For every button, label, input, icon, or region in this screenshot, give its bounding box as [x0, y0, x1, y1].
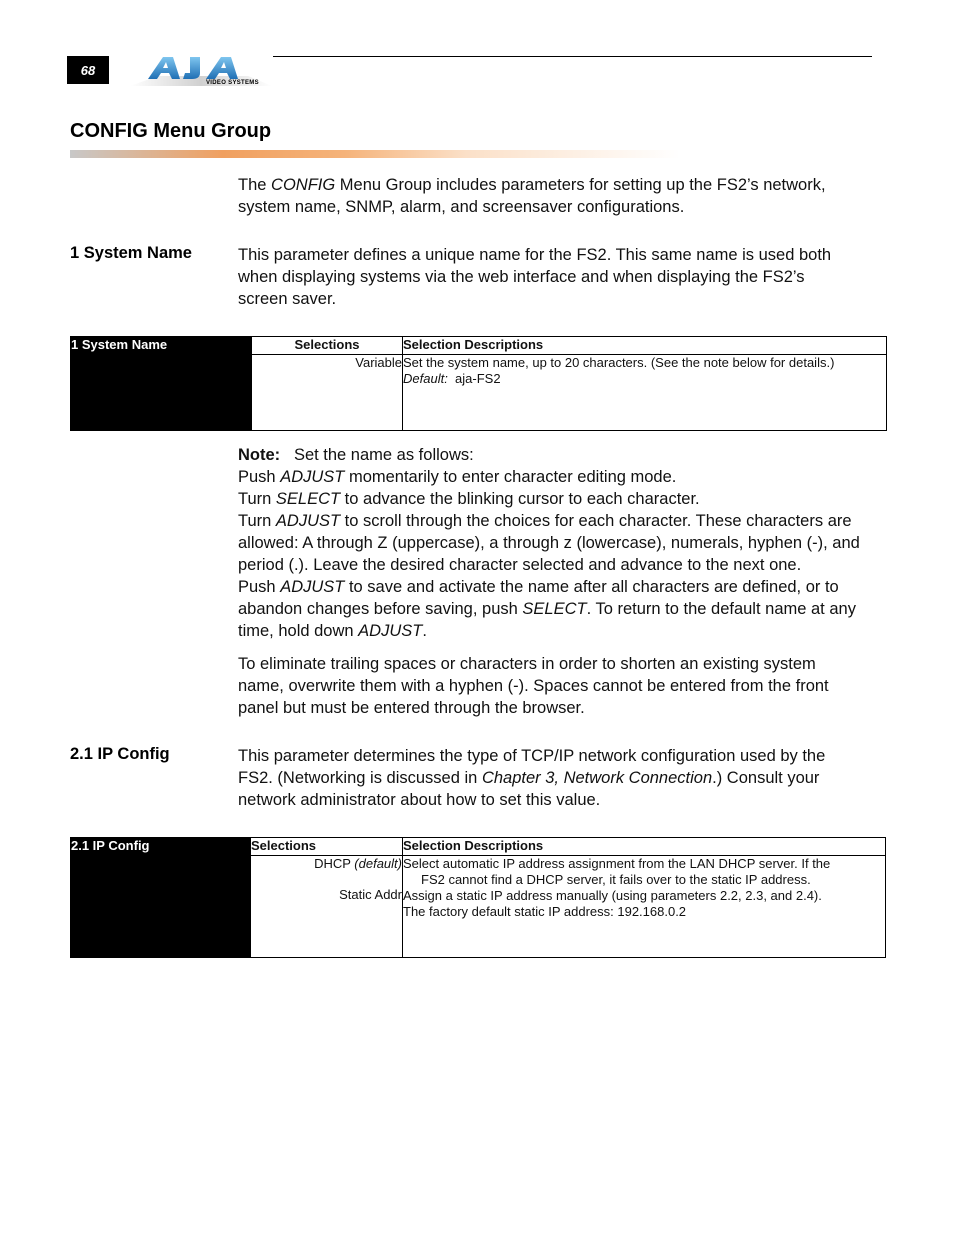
system-name-table-label: 1 System Name [71, 337, 252, 431]
system-name-description: This parameter defines a unique name for the FS2. This same name is used both when displaying systems via the web interface and when displaying the FS2’s screen saver. [238, 246, 832, 308]
selection-description: Set the system name, up to 20 characters. (See the note below for details.) Default: aja-FS2 [403, 355, 887, 431]
ip-selection-descriptions: Select automatic IP address assignment from the LAN DHCP server. If the FS2 cannot find a DHCP server, it fails over to the static IP address. Assign a static IP address manually (using parameters 2.2, 2.3, and 2.4). The factory default static IP address: 192.168.0.2 [403, 856, 886, 958]
page-number: 68 [67, 56, 109, 84]
note-block: Note: Set the name as follows: Push ADJUST momentarily to enter character editing mode. Turn SELECT to advance the blinking cursor to each character. Turn ADJUST to scroll through the choices for each character. These characters are allowed: A through Z (uppercase), a through z (lowercase), numerals, hyphen (-), and period (.). Leave the desired character selected and advance to the next one. Push ADJUST to save and activate the name after all characters are defined, or to abandon changes before saving, push SELECT. To return to the default name at any time, hold down ADJUST. [238, 446, 860, 640]
ip-config-heading: 2.1 IP Config [70, 745, 170, 763]
note-label: Note: [238, 446, 281, 464]
selection-value: Variable [252, 355, 403, 431]
ip-selections-header: Selections [251, 838, 403, 856]
ip-config-table-label: 2.1 IP Config [71, 838, 251, 958]
selections-header: Selections [252, 337, 403, 355]
title-underline-bar [70, 150, 680, 158]
descriptions-header: Selection Descriptions [403, 337, 887, 355]
ip-descriptions-header: Selection Descriptions [403, 838, 886, 856]
ip-selection-values: DHCP (default) Static Addr [251, 856, 403, 958]
header-rule [273, 56, 872, 57]
section-title: CONFIG Menu Group [70, 120, 272, 142]
system-name-table [70, 336, 887, 431]
aja-logo [128, 54, 274, 88]
system-name-heading: 1 System Name [70, 244, 192, 262]
trailing-spaces-paragraph: To eliminate trailing spaces or characters in order to shorten an existing system name, overwrite them with a hyphen (-). Spaces cannot be entered from the front panel but must be entered through the browser. [238, 655, 829, 717]
ip-config-table [70, 837, 886, 958]
logo-subtext: VIDEO SYSTEMS [206, 80, 259, 86]
ip-config-description: This parameter determines the type of TCP/IP network configuration used by the FS2. (Networking is discussed in Chapter 3, Network Connection.) Consult your network administrator about how to set this value. [238, 747, 826, 809]
intro-paragraph: The CONFIG Menu Group includes parameters for setting up the FS2’s network, system name, SNMP, alarm, and screensaver configurations. [238, 176, 826, 216]
